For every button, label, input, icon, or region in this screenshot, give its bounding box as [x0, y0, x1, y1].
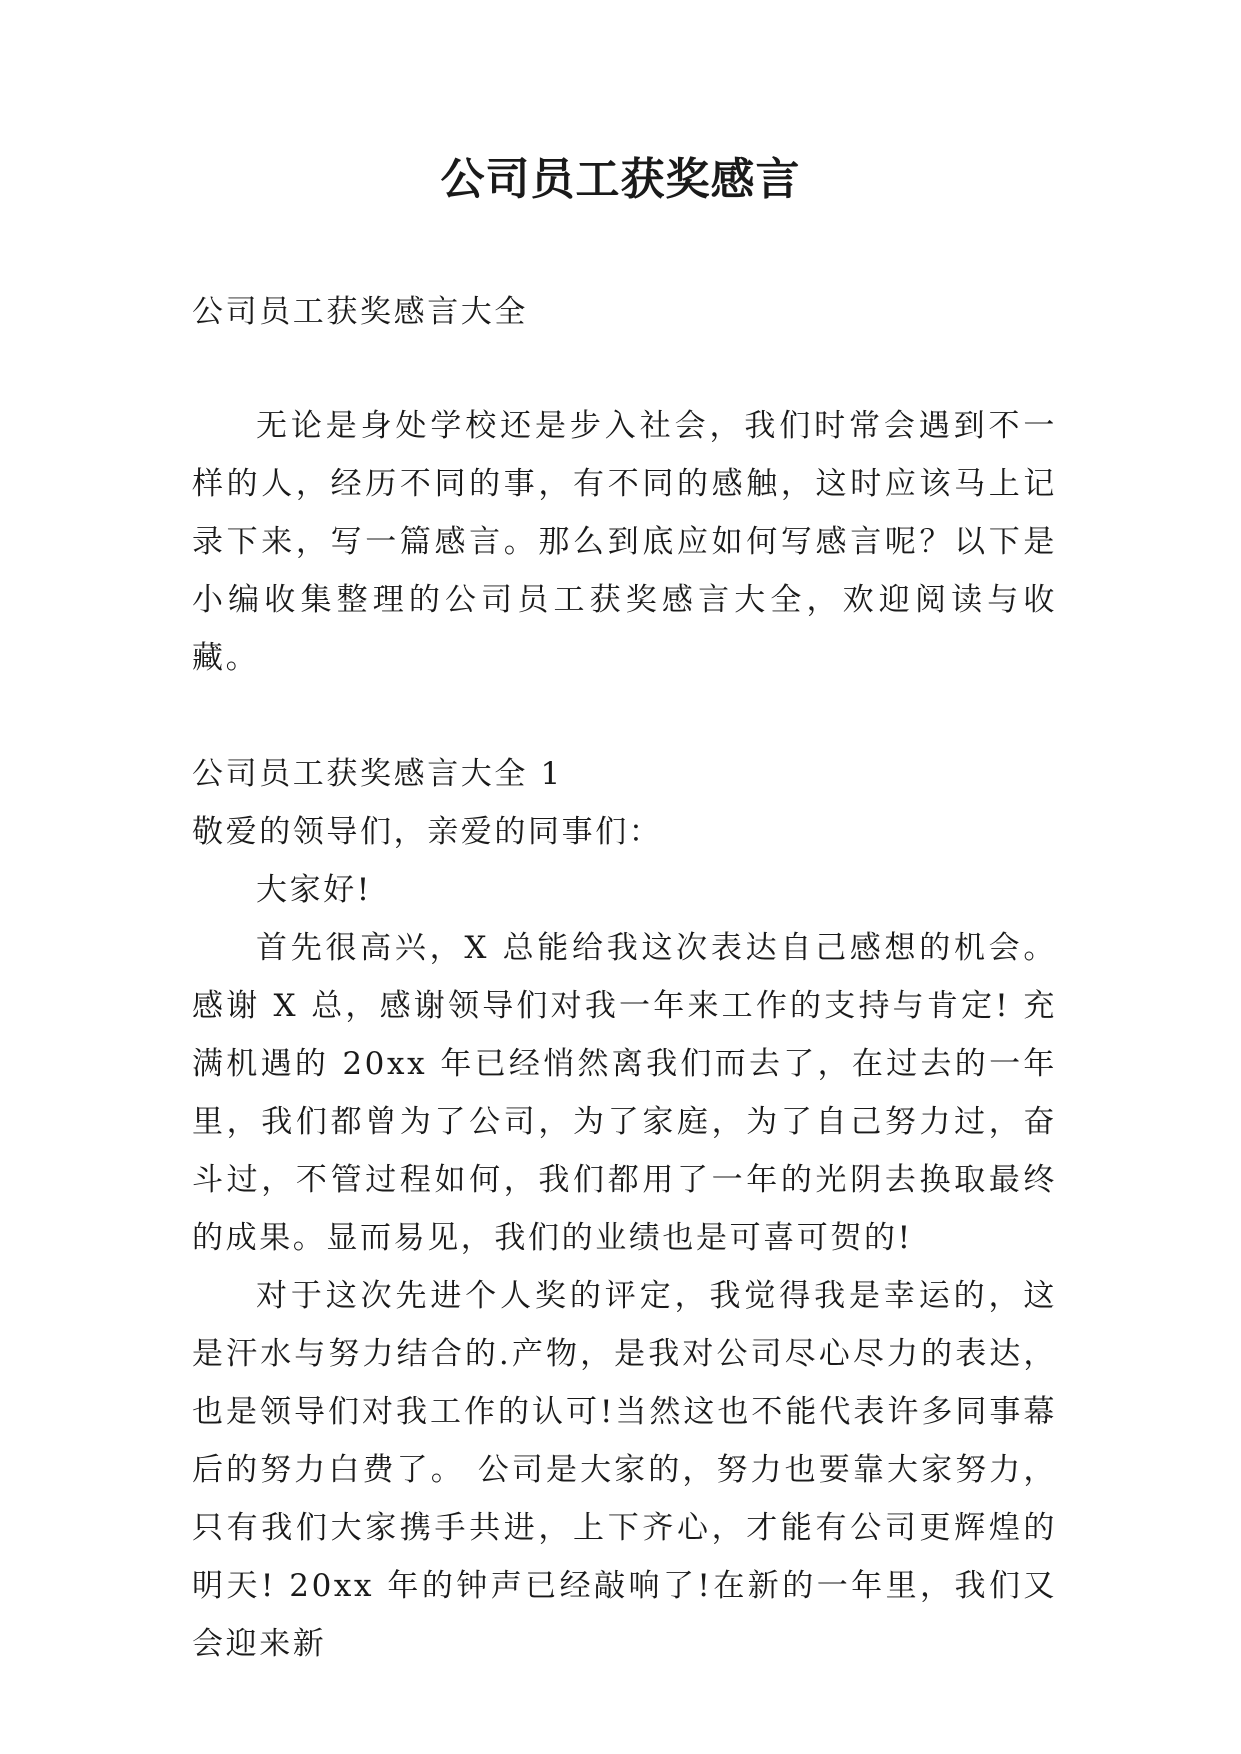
- greeting-line: 大家好!: [256, 872, 372, 908]
- body-paragraph: 首先很高兴，X 总能给我这次表达自己感想的机会。感谢 X 总，感谢领导们对我一年来工作的支持与肯定! 充满机遇的 20xx 年已经悄然离我们而去了，在过去的一年里，我们都曾为了公司，为了家庭，为了自己努力过，奋斗过，不管过程如何，我们都用了一年的光阴去换取最终的成果。显而易见，我们的业绩也是可喜可贺的!: [192, 930, 1057, 1256]
- document-body: [192, 283, 1057, 1673]
- document-title: 公司员工获奖感言: [440, 154, 801, 205]
- document-subtitle: 公司员工获奖感言大全: [192, 294, 528, 330]
- salutation-line: 敬爱的领导们，亲爱的同事们：: [192, 814, 663, 850]
- section-heading: 公司员工获奖感言大全 1: [192, 756, 563, 792]
- intro-paragraph: 无论是身处学校还是步入社会，我们时常会遇到不一样的人，经历不同的事，有不同的感触，这时应该马上记录下来，写一篇感言。那么到底应如何写感言呢？以下是小编收集整理的公司员工获奖感言大全，欢迎阅读与收藏。: [192, 408, 1057, 676]
- body-paragraph: 对于这次先进个人奖的评定，我觉得我是幸运的，这是汗水与努力结合的.产物，是我对公司尽心尽力的表达，也是领导们对我工作的认可!当然这也不能代表许多同事幕后的努力白费了。 公司是大家的，努力也要靠大家努力，只有我们大家携手共进，上下齐心，才能有公司更辉煌的明天! 20xx 年的钟声已经敲响了!在新的一年里，我们又会迎来新: [192, 1278, 1057, 1662]
